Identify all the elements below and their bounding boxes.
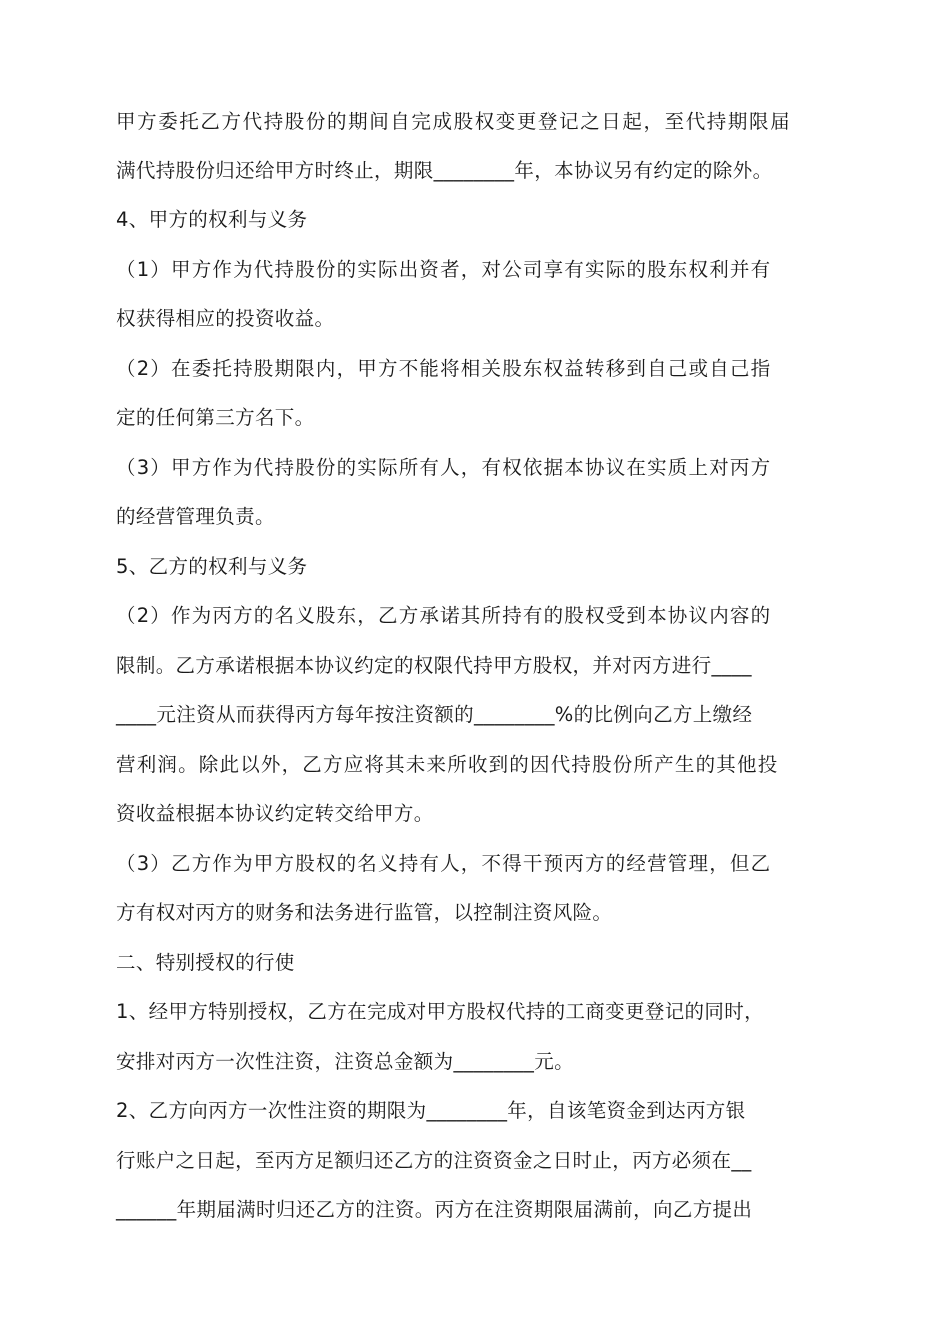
text-line: 限制。乙方承诺根据本协议约定的权限代持甲方股权，并对丙方进行____ [116,654,752,677]
text-line: （3）乙方作为甲方股权的名义持有人，不得干预丙方的经营管理，但乙 [116,852,772,875]
text-line: 方有权对丙方的财务和法务进行监管，以控制注资风险。 [116,901,613,924]
text-line: （2）作为丙方的名义股东，乙方承诺其所持有的股权受到本协议内容的 [116,604,772,627]
text-line: 的经营管理负责。 [116,505,275,528]
text-line: 安排对丙方一次性注资，注资总金额为________元。 [116,1050,574,1073]
section-heading: 4、甲方的权利与义务 [116,208,308,231]
section-heading: 5、乙方的权利与义务 [116,555,308,578]
text-line: 定的任何第三方名下。 [116,406,315,429]
section-heading: 二、特别授权的行使 [116,951,295,974]
text-line: 资收益根据本协议约定转交给甲方。 [116,802,434,825]
text-line: ______年期届满时归还乙方的注资。丙方在注资期限届满前，向乙方提出 [116,1198,753,1221]
text-line: 权获得相应的投资收益。 [116,307,335,330]
text-line: （2）在委托持股期限内，甲方不能将相关股东权益转移到自己或自己指 [116,357,772,380]
text-line: 2、乙方向丙方一次性注资的期限为________年，自该笔资金到达丙方银 [116,1099,746,1122]
text-line: 1、经甲方特别授权，乙方在完成对甲方股权代持的工商变更登记的同时， [116,1000,764,1023]
text-line: 营利润。除此以外，乙方应将其未来所收到的因代持股份所产生的其他投 [116,753,779,776]
text-line: 满代持股份归还给甲方时终止，期限________年，本协议另有约定的除外。 [116,159,773,182]
text-line: 行账户之日起，至丙方足额归还乙方的注资资金之日时止，丙方必须在__ [116,1149,752,1172]
text-line: ____元注资从而获得丙方每年按注资额的________%的比例向乙方上缴经 [116,703,753,726]
text-line: 甲方委托乙方代持股份的期间自完成股权变更登记之日起，至代持期限届 [116,110,792,133]
text-line: （3）甲方作为代持股份的实际所有人，有权依据本协议在实质上对丙方 [116,456,772,479]
text-line: （1）甲方作为代持股份的实际出资者，对公司享有实际的股东权利并有 [116,258,772,281]
